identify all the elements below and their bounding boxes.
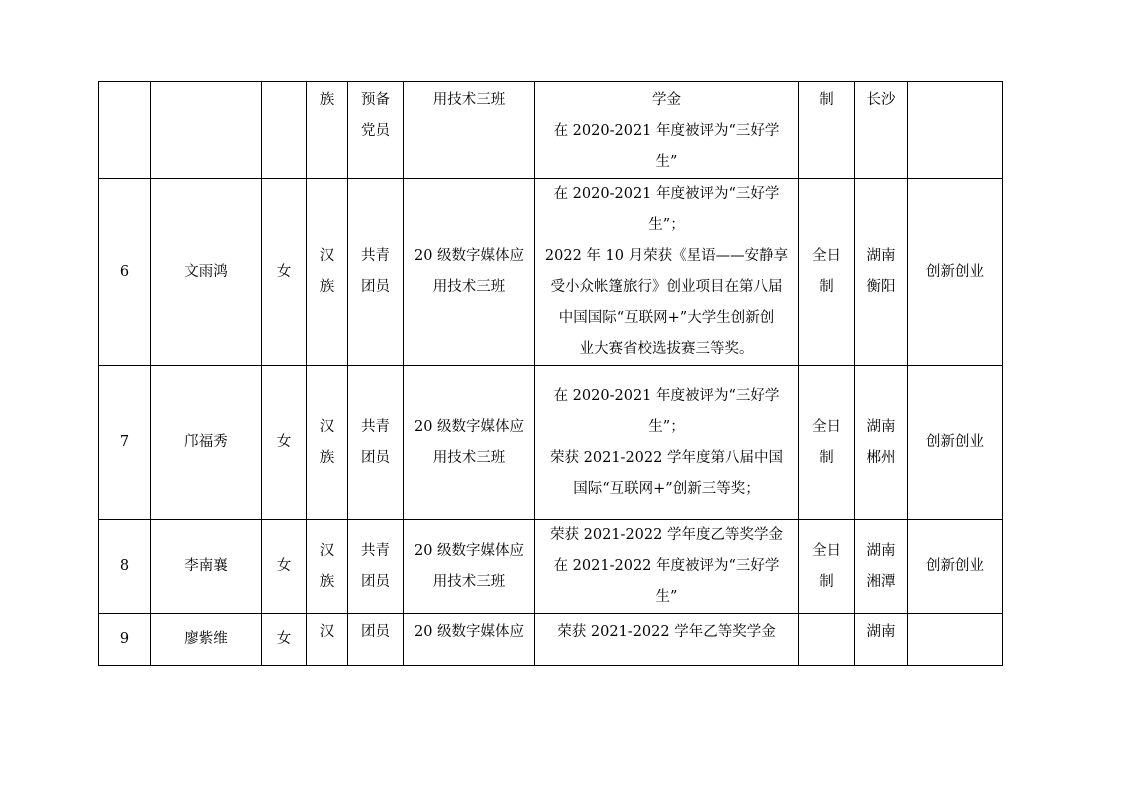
class-line: 用技术三班 <box>432 92 506 108</box>
cell-awards <box>535 520 799 614</box>
origin-line: 长沙 <box>866 92 896 108</box>
table-body <box>99 82 1003 666</box>
cell-origin <box>855 520 908 614</box>
cell-gender: 女 <box>262 179 307 366</box>
cell-origin <box>855 366 908 520</box>
award-line: 生” <box>655 589 678 605</box>
cell-gender: 女 <box>262 614 307 666</box>
cell-origin <box>855 82 908 179</box>
cell-ethnicity <box>307 366 348 520</box>
cell-awards <box>535 366 799 520</box>
study-line: 制 <box>819 279 834 295</box>
political-line: 团员 <box>361 573 390 590</box>
award-line: 生”； <box>648 217 685 233</box>
ethnicity-line: 族 <box>319 449 335 466</box>
cell-class <box>404 614 535 666</box>
political-line: 预备 <box>361 92 390 108</box>
table-row <box>99 366 1003 520</box>
cell-ethnicity <box>307 520 348 614</box>
cell-name: 文雨鸿 <box>151 179 262 366</box>
award-line: 受小众帐篷旅行》创业项目在第八届 <box>550 279 783 295</box>
cell-remark: 创新创业 <box>908 520 1003 614</box>
cell-political <box>348 179 404 366</box>
table-row <box>99 520 1003 614</box>
cell-political <box>348 614 404 666</box>
cell-name <box>151 82 262 179</box>
study-line: 制 <box>819 449 834 466</box>
award-line: 在 2020-2021 年度被评为“三好学 <box>553 123 780 139</box>
cell-no: 8 <box>99 520 151 614</box>
origin-line: 湖南 <box>866 542 896 559</box>
ethnicity-line: 汉 <box>319 248 335 264</box>
cell-study-mode <box>799 179 855 366</box>
origin-line: 湖南 <box>866 248 896 264</box>
cell-political <box>348 366 404 520</box>
cell-name: 廖紫维 <box>151 614 262 666</box>
award-line: 学金 <box>652 92 681 108</box>
cell-class <box>404 82 535 179</box>
cell-study-mode <box>799 366 855 520</box>
ethnicity-line: 族 <box>319 279 335 295</box>
cell-no: 9 <box>99 614 151 666</box>
award-line: 荣获 2021-2022 学年度第八届中国 <box>550 449 783 466</box>
table-row <box>99 82 1003 179</box>
award-line: 荣获 2021-2022 学年度乙等奖学金 <box>550 527 783 543</box>
award-line: 业大赛省校选拔赛三等奖。 <box>579 341 754 357</box>
cell-no: 7 <box>99 366 151 520</box>
ethnicity-line: 汉 <box>319 542 335 559</box>
cell-awards <box>535 82 799 179</box>
award-line: 生”； <box>648 418 685 435</box>
cell-name: 李南襄 <box>151 520 262 614</box>
cell-study-mode <box>799 82 855 179</box>
cell-ethnicity <box>307 614 348 666</box>
political-line: 共青 <box>361 248 390 264</box>
study-line: 全日 <box>812 248 841 264</box>
class-line: 20 级数字媒体应 <box>413 418 525 435</box>
cell-remark: 创新创业 <box>908 179 1003 366</box>
award-line: 国际“互联网+”创新三等奖； <box>573 480 760 497</box>
political-line: 团员 <box>361 279 390 295</box>
class-line: 20 级数字媒体应 <box>413 542 525 559</box>
cell-name: 邝福秀 <box>151 366 262 520</box>
study-line: 全日 <box>812 418 841 435</box>
cell-class <box>404 366 535 520</box>
cell-origin <box>855 179 908 366</box>
cell-remark <box>908 82 1003 179</box>
award-line: 荣获 2021-2022 学年乙等奖学金 <box>557 624 776 640</box>
award-line: 生” <box>655 154 678 170</box>
cell-remark: 创新创业 <box>908 366 1003 520</box>
class-line: 用技术三班 <box>432 449 506 466</box>
political-line: 党员 <box>361 123 390 139</box>
cell-origin <box>855 614 908 666</box>
ethnicity-line: 汉 <box>319 418 335 435</box>
study-line: 制 <box>819 573 834 590</box>
cell-awards <box>535 614 799 666</box>
class-line: 用技术三班 <box>432 573 506 590</box>
cell-class <box>404 520 535 614</box>
study-line: 制 <box>819 92 834 108</box>
ethnicity-line: 汉 <box>319 624 335 640</box>
political-line: 团员 <box>361 624 390 640</box>
cell-remark <box>908 614 1003 666</box>
table-row <box>99 614 1003 666</box>
cell-no <box>99 82 151 179</box>
table-row <box>99 179 1003 366</box>
cell-gender: 女 <box>262 520 307 614</box>
class-line: 20 级数字媒体应 <box>413 248 525 264</box>
origin-line: 衡阳 <box>866 279 896 295</box>
cell-awards <box>535 179 799 366</box>
ethnicity-line: 族 <box>319 573 335 590</box>
political-line: 团员 <box>361 449 390 466</box>
origin-line: 郴州 <box>866 449 896 466</box>
award-line: 2022 年 10 月荣获《星语——安静享 <box>544 248 789 264</box>
award-line: 在 2020-2021 年度被评为“三好学 <box>553 186 780 202</box>
cell-gender <box>262 82 307 179</box>
cell-political <box>348 82 404 179</box>
cell-gender: 女 <box>262 366 307 520</box>
origin-line: 湖南 <box>866 418 896 435</box>
award-line: 在 2021-2022 年度被评为“三好学 <box>553 558 780 574</box>
cell-study-mode <box>799 520 855 614</box>
cell-ethnicity <box>307 179 348 366</box>
award-line: 在 2020-2021 年度被评为“三好学 <box>553 387 780 404</box>
origin-line: 湘潭 <box>866 573 896 590</box>
class-line: 用技术三班 <box>432 279 506 295</box>
cell-study-mode <box>799 614 855 666</box>
ethnicity-line: 族 <box>319 92 335 108</box>
study-line: 全日 <box>812 542 841 559</box>
political-line: 共青 <box>361 418 390 435</box>
class-line: 20 级数字媒体应 <box>413 624 525 640</box>
student-honors-table <box>98 81 1003 666</box>
origin-line: 湖南 <box>866 624 896 640</box>
cell-ethnicity <box>307 82 348 179</box>
cell-political <box>348 520 404 614</box>
political-line: 共青 <box>361 542 390 559</box>
award-line: 中国国际“互联网+”大学生创新创 <box>558 310 775 326</box>
cell-no: 6 <box>99 179 151 366</box>
cell-class <box>404 179 535 366</box>
